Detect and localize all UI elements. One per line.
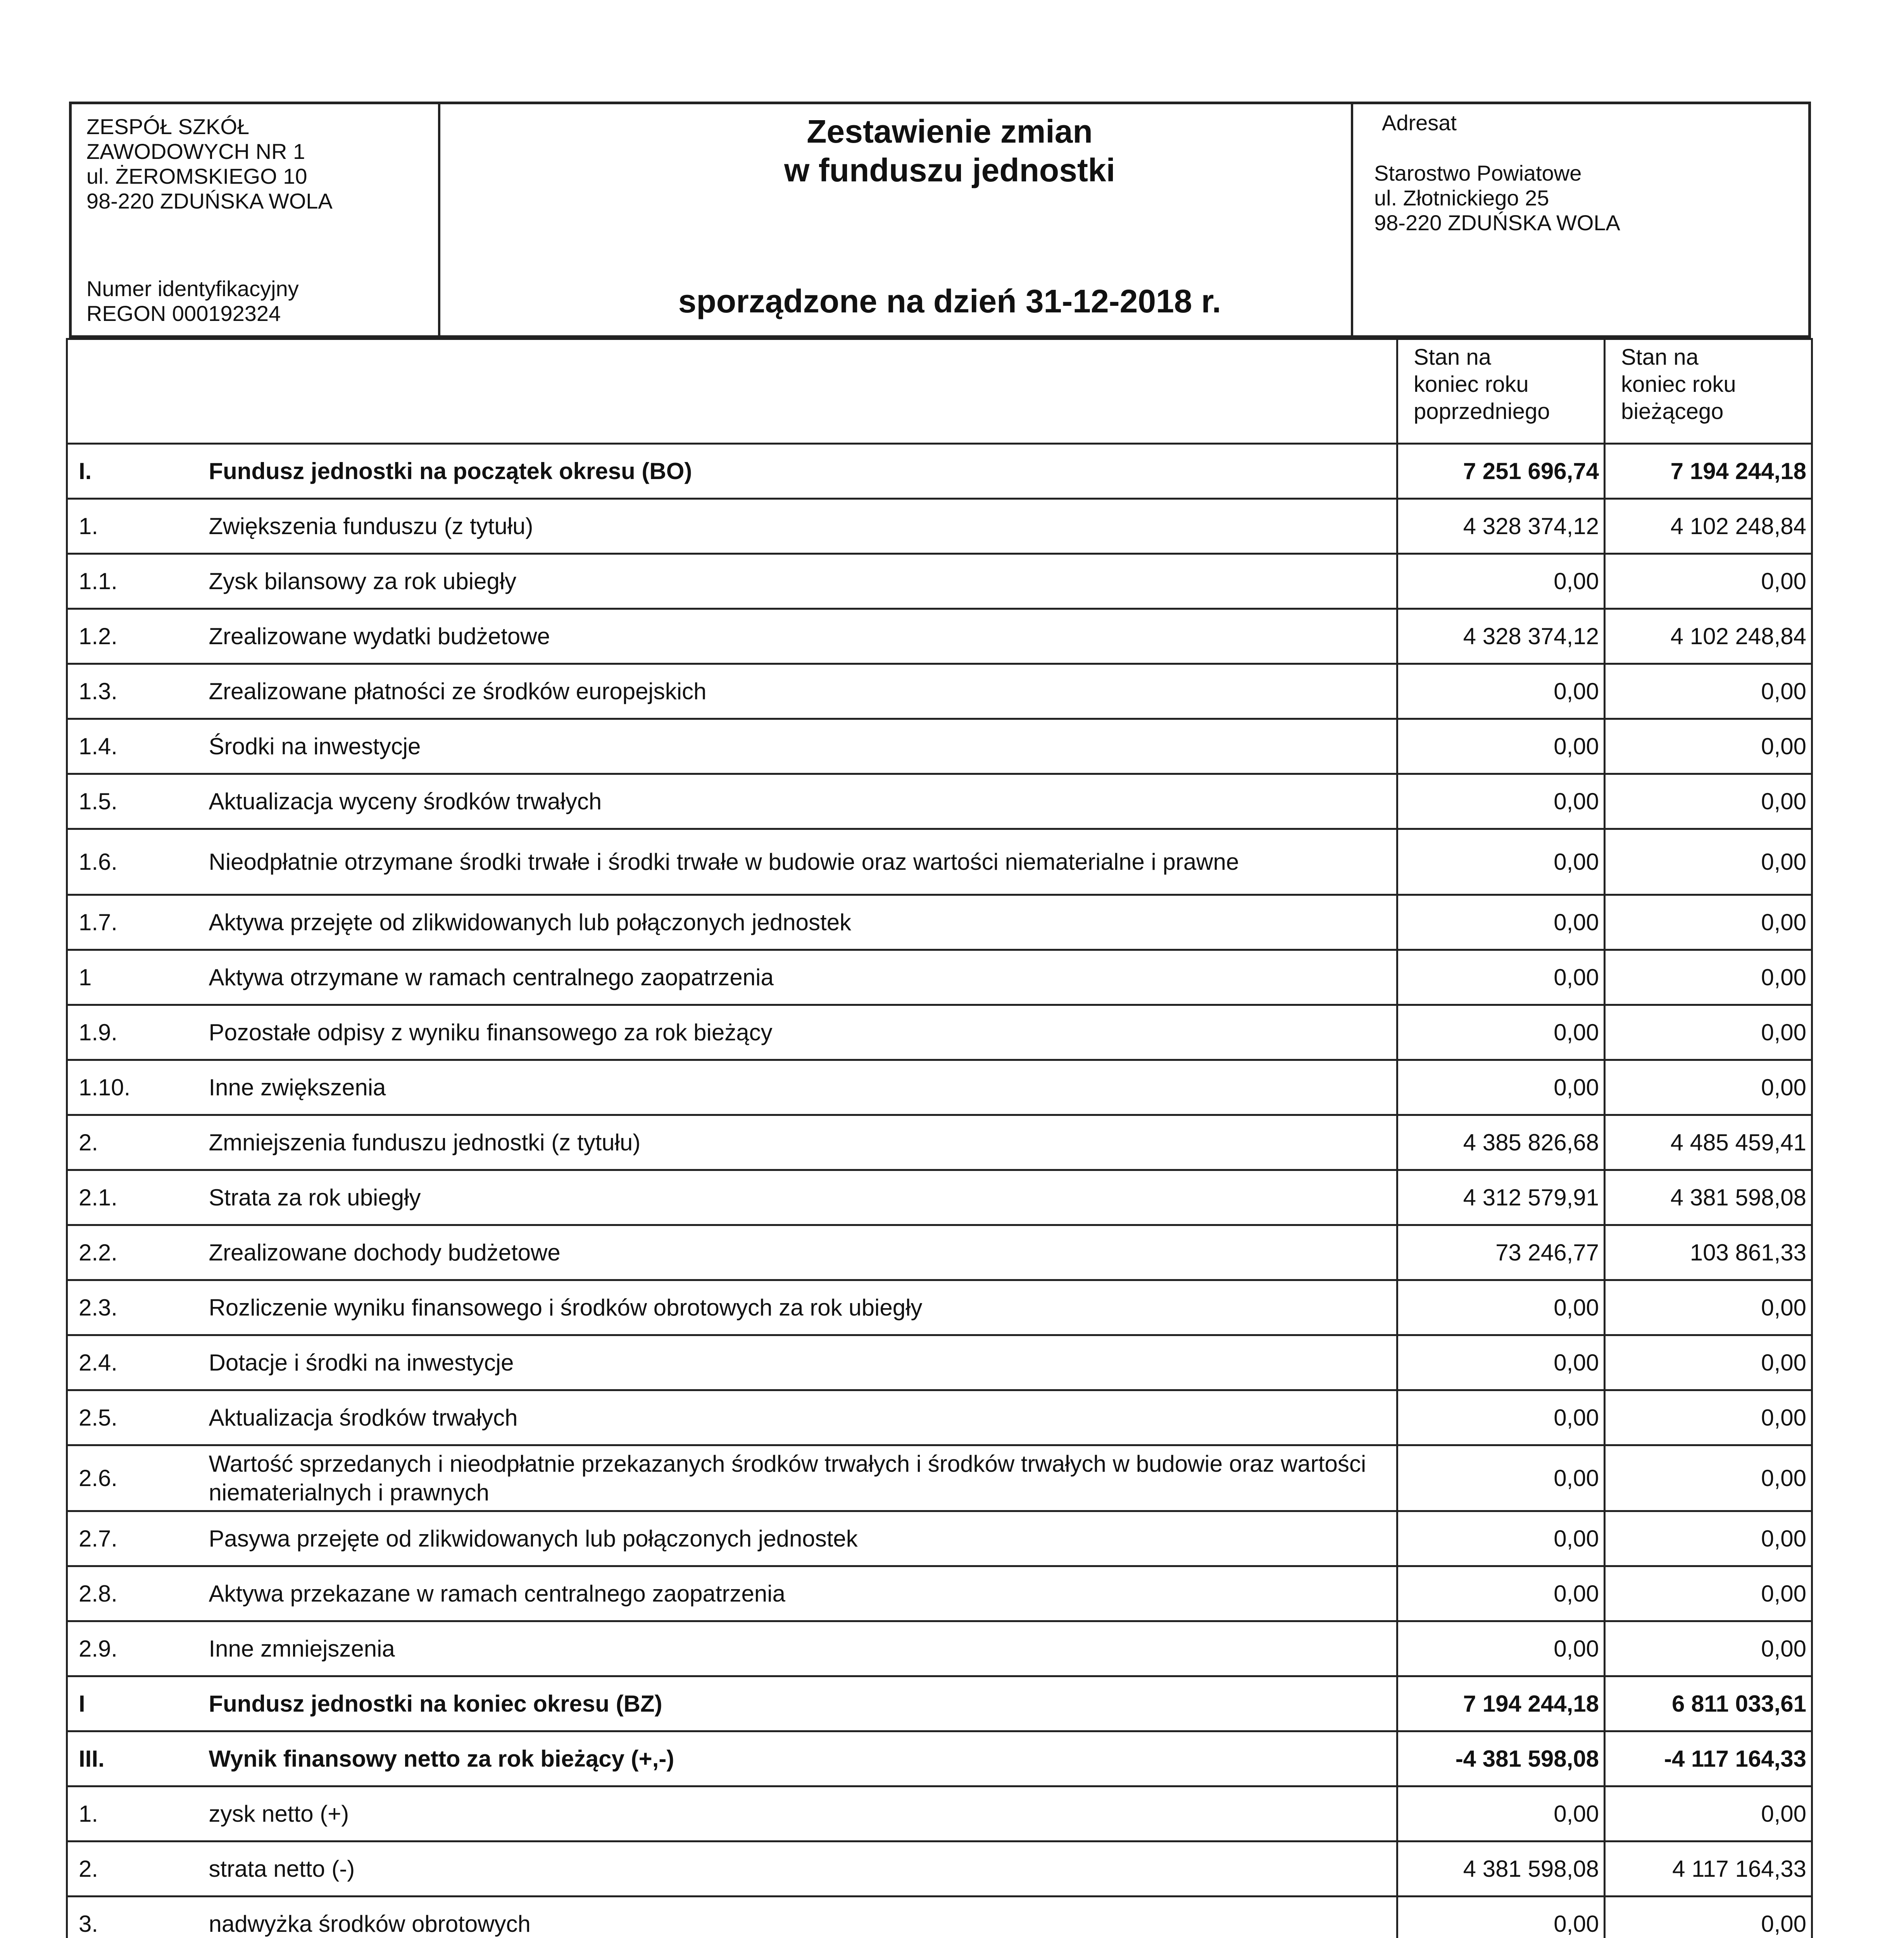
value-prev-year: 0,00 <box>1397 664 1605 719</box>
value-current-year: 0,00 <box>1605 1390 1812 1445</box>
table-row <box>67 950 1812 1005</box>
value-current-year: 0,00 <box>1605 1280 1812 1335</box>
row-description: Zrealizowane dochody budżetowe <box>209 1225 1397 1280</box>
value-prev-year: 4 328 374,12 <box>1397 499 1605 554</box>
row-description: Rozliczenie wyniku finansowego i środków obrotowych za rok ubiegły <box>209 1280 1397 1335</box>
value-prev-year: 0,00 <box>1397 554 1605 609</box>
value-prev-year: 0,00 <box>1397 895 1605 950</box>
table-row <box>67 1225 1812 1280</box>
row-description: Aktywa przejęte od zlikwidowanych lub połączonych jednostek <box>209 895 1397 950</box>
value-prev-year: 0,00 <box>1397 1786 1605 1841</box>
document-title: Zestawienie zmian w funduszu jednostki <box>784 113 1115 188</box>
document-subtitle: sporządzone na dzień 31-12-2018 r. <box>678 283 1221 319</box>
table-row <box>67 895 1812 950</box>
value-current-year: 0,00 <box>1605 1566 1812 1621</box>
table-row <box>67 1390 1812 1445</box>
value-current-year: 7 194 244,18 <box>1605 444 1812 499</box>
value-current-year: 0,00 <box>1605 1897 1812 1938</box>
value-prev-year: 4 381 598,08 <box>1397 1841 1605 1897</box>
row-number: 3. <box>67 1897 209 1938</box>
value-prev-year: 0,00 <box>1397 1511 1605 1566</box>
value-prev-year: 4 328 374,12 <box>1397 609 1605 664</box>
value-current-year: -4 117 164,33 <box>1605 1731 1812 1786</box>
row-description: Inne zmniejszenia <box>209 1621 1397 1676</box>
row-description: strata netto (-) <box>209 1841 1397 1897</box>
table-row <box>67 1511 1812 1566</box>
row-number: 2.7. <box>67 1511 209 1566</box>
table-row <box>67 829 1812 895</box>
column-header-row <box>67 339 1812 444</box>
row-description: Fundusz jednostki na początek okresu (BO) <box>209 444 1397 499</box>
row-description: Wynik finansowy netto za rok bieżący (+,-) <box>209 1731 1397 1786</box>
value-prev-year: 0,00 <box>1397 774 1605 829</box>
row-description: Pasywa przejęte od zlikwidowanych lub połączonych jednostek <box>209 1511 1397 1566</box>
row-description: Zmniejszenia funduszu jednostki (z tytułu) <box>209 1115 1397 1170</box>
value-prev-year: 7 251 696,74 <box>1397 444 1605 499</box>
row-number: 1.3. <box>67 664 209 719</box>
value-current-year: 0,00 <box>1605 1445 1812 1511</box>
value-current-year: 0,00 <box>1605 1335 1812 1390</box>
fund-changes-table <box>66 338 1813 1938</box>
row-number: I. <box>67 444 209 499</box>
row-description: Środki na inwestycje <box>209 719 1397 774</box>
row-description: Pozostałe odpisy z wyniku finansowego za rok bieżący <box>209 1005 1397 1060</box>
addressee: Starostwo Powiatowe ul. Złotnickiego 25 98-220 ZDUŃSKA WOLA <box>1374 161 1620 235</box>
row-number: 1. <box>67 499 209 554</box>
table-row <box>67 1005 1812 1060</box>
table-row <box>67 1676 1812 1731</box>
row-description: Nieodpłatnie otrzymane środki trwałe i środki trwałe w budowie oraz wartości niematerialne i prawne <box>209 829 1397 895</box>
table-row <box>67 1897 1812 1938</box>
value-current-year: 4 117 164,33 <box>1605 1841 1812 1897</box>
value-current-year: 4 381 598,08 <box>1605 1170 1812 1225</box>
row-number: 2. <box>67 1115 209 1170</box>
table-row <box>67 499 1812 554</box>
value-current-year: 0,00 <box>1605 950 1812 1005</box>
row-number: 2.4. <box>67 1335 209 1390</box>
value-current-year: 0,00 <box>1605 1060 1812 1115</box>
value-prev-year: 0,00 <box>1397 719 1605 774</box>
table-row <box>67 1841 1812 1897</box>
value-prev-year: 4 385 826,68 <box>1397 1115 1605 1170</box>
row-description: Aktualizacja wyceny środków trwałych <box>209 774 1397 829</box>
row-description: Inne zwiększenia <box>209 1060 1397 1115</box>
row-description: Wartość sprzedanych i nieodpłatnie przekazanych środków trwałych i środków trwałych w budowie oraz wartości niematerialnych i prawnych <box>209 1445 1397 1511</box>
value-prev-year: 4 312 579,91 <box>1397 1170 1605 1225</box>
row-number: 1.5. <box>67 774 209 829</box>
table-row <box>67 609 1812 664</box>
table-row <box>67 554 1812 609</box>
value-prev-year: 0,00 <box>1397 1897 1605 1938</box>
value-current-year: 0,00 <box>1605 1621 1812 1676</box>
row-number: 1.7. <box>67 895 209 950</box>
value-current-year: 0,00 <box>1605 774 1812 829</box>
row-number: 2.8. <box>67 1566 209 1621</box>
table-row <box>67 1170 1812 1225</box>
value-current-year: 0,00 <box>1605 829 1812 895</box>
row-description: Fundusz jednostki na koniec okresu (BZ) <box>209 1676 1397 1731</box>
value-current-year: 4 102 248,84 <box>1605 609 1812 664</box>
table-row <box>67 1115 1812 1170</box>
value-prev-year: 7 194 244,18 <box>1397 1676 1605 1731</box>
value-prev-year: 0,00 <box>1397 1060 1605 1115</box>
row-number: 1. <box>67 1786 209 1841</box>
table-row <box>67 444 1812 499</box>
table-row <box>67 1566 1812 1621</box>
row-description: Zrealizowane płatności ze środków europejskich <box>209 664 1397 719</box>
value-prev-year: 0,00 <box>1397 950 1605 1005</box>
value-current-year: 0,00 <box>1605 719 1812 774</box>
row-number: I <box>67 1676 209 1731</box>
row-number: 2.9. <box>67 1621 209 1676</box>
row-number: 2.5. <box>67 1390 209 1445</box>
table-row <box>67 1731 1812 1786</box>
value-prev-year: 0,00 <box>1397 1005 1605 1060</box>
value-prev-year: 0,00 <box>1397 1566 1605 1621</box>
row-description: Zysk bilansowy za rok ubiegły <box>209 554 1397 609</box>
table-row <box>67 1060 1812 1115</box>
row-description: zysk netto (+) <box>209 1786 1397 1841</box>
school-address: ZESPÓŁ SZKÓŁ ZAWODOWYCH NR 1 ul. ŻEROMSKIEGO 10 98-220 ZDUŃSKA WOLA <box>86 114 333 213</box>
row-description: Strata za rok ubiegły <box>209 1170 1397 1225</box>
value-current-year: 0,00 <box>1605 664 1812 719</box>
header-divider <box>438 104 440 335</box>
row-description: Aktywa otrzymane w ramach centralnego zaopatrzenia <box>209 950 1397 1005</box>
row-number: 2. <box>67 1841 209 1897</box>
value-current-year: 0,00 <box>1605 554 1812 609</box>
table-row <box>67 774 1812 829</box>
row-description: Dotacje i środki na inwestycje <box>209 1335 1397 1390</box>
row-number: 1.2. <box>67 609 209 664</box>
row-description: Aktywa przekazane w ramach centralnego zaopatrzenia <box>209 1566 1397 1621</box>
row-number: 2.1. <box>67 1170 209 1225</box>
value-prev-year: 0,00 <box>1397 1621 1605 1676</box>
table-row <box>67 1445 1812 1511</box>
row-number: 1.10. <box>67 1060 209 1115</box>
regon-block: Numer identyfikacyjny REGON 000192324 <box>86 276 299 326</box>
value-current-year: 103 861,33 <box>1605 1225 1812 1280</box>
table-row <box>67 1280 1812 1335</box>
addressee-label: Adresat <box>1382 110 1457 135</box>
row-number: 2.3. <box>67 1280 209 1335</box>
row-number: 1.6. <box>67 829 209 895</box>
row-number: 1.9. <box>67 1005 209 1060</box>
document-header <box>69 102 1811 338</box>
column-header-prev: Stan na koniec roku poprzedniego <box>1397 339 1605 444</box>
value-current-year: 4 485 459,41 <box>1605 1115 1812 1170</box>
value-prev-year: -4 381 598,08 <box>1397 1731 1605 1786</box>
table-row <box>67 1621 1812 1676</box>
value-prev-year: 0,00 <box>1397 1335 1605 1390</box>
table-row <box>67 664 1812 719</box>
column-header-curr: Stan na koniec roku bieżącego <box>1605 339 1812 444</box>
value-prev-year: 73 246,77 <box>1397 1225 1605 1280</box>
row-number: 2.2. <box>67 1225 209 1280</box>
table-row <box>67 1786 1812 1841</box>
value-current-year: 6 811 033,61 <box>1605 1676 1812 1731</box>
row-description: nadwyżka środków obrotowych <box>209 1897 1397 1938</box>
value-current-year: 4 102 248,84 <box>1605 499 1812 554</box>
value-current-year: 0,00 <box>1605 1786 1812 1841</box>
row-number: 2.6. <box>67 1445 209 1511</box>
row-number: 1.1. <box>67 554 209 609</box>
row-description: Zrealizowane wydatki budżetowe <box>209 609 1397 664</box>
row-number: 1.4. <box>67 719 209 774</box>
value-prev-year: 0,00 <box>1397 1445 1605 1511</box>
row-number: III. <box>67 1731 209 1786</box>
table-row <box>67 1335 1812 1390</box>
table-row <box>67 719 1812 774</box>
value-current-year: 0,00 <box>1605 1005 1812 1060</box>
row-number: 1 <box>67 950 209 1005</box>
value-current-year: 0,00 <box>1605 1511 1812 1566</box>
value-prev-year: 0,00 <box>1397 1390 1605 1445</box>
row-description: Zwiększenia funduszu (z tytułu) <box>209 499 1397 554</box>
value-current-year: 0,00 <box>1605 895 1812 950</box>
table-body <box>67 339 1812 1938</box>
row-description: Aktualizacja środków trwałych <box>209 1390 1397 1445</box>
value-prev-year: 0,00 <box>1397 829 1605 895</box>
value-prev-year: 0,00 <box>1397 1280 1605 1335</box>
